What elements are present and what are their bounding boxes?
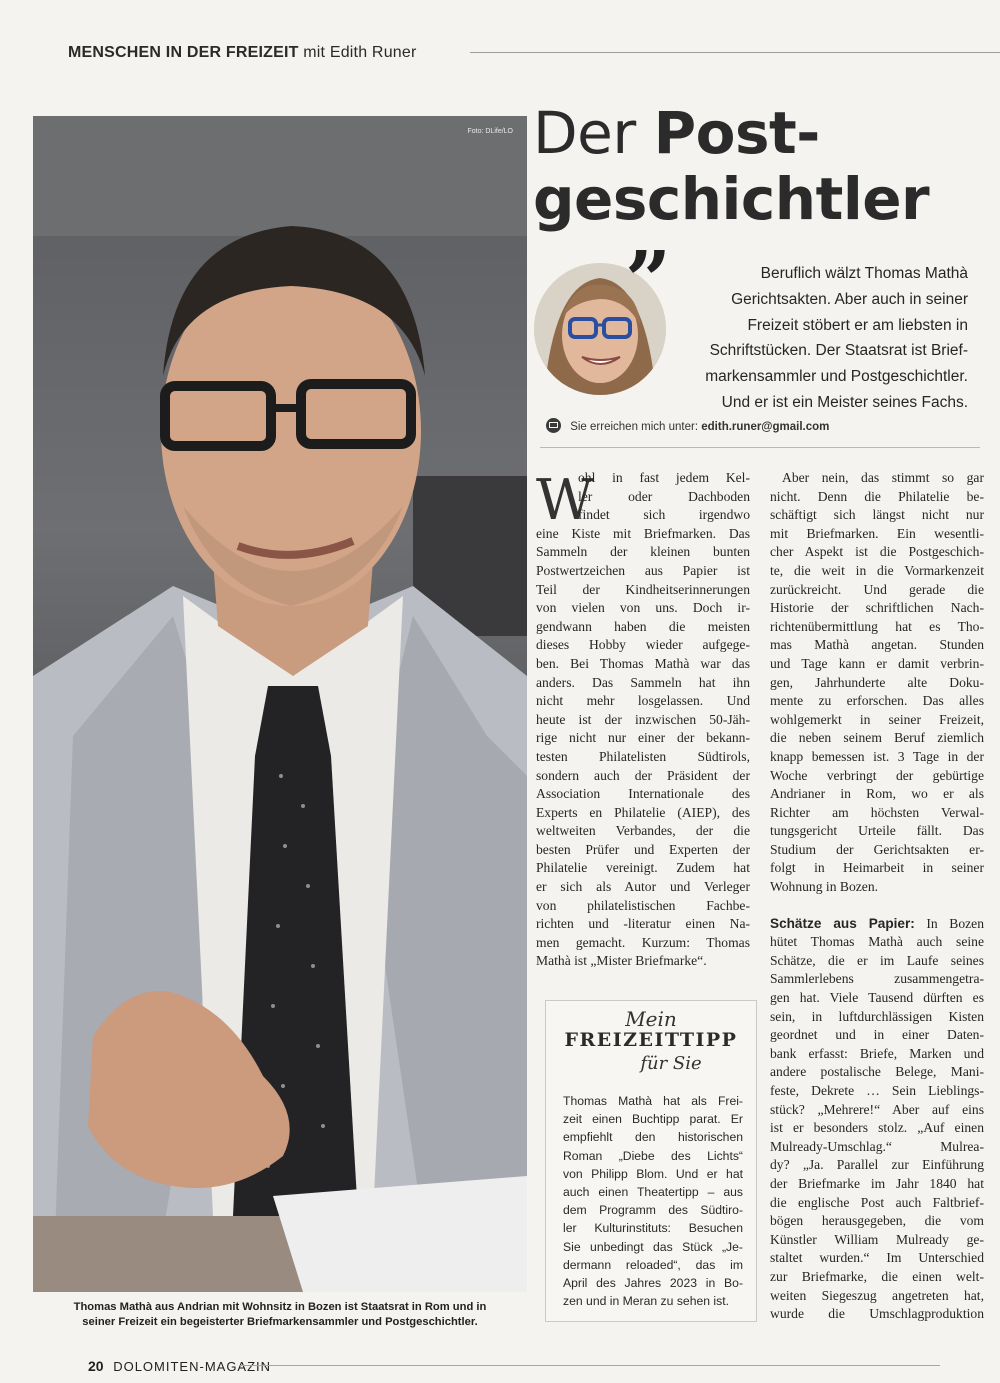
lead-line: Beruflich wälzt Thomas Mathà [760,265,968,282]
body-line: feste, Dekrete … Sein Lieblings- [770,1083,984,1098]
body-line: mit Briefmarken. Ein wesentli- [770,525,984,541]
body-line: Historie der schriftlichen Nach- [770,600,984,616]
footer-rule [240,1365,940,1366]
contact-label: Sie erreichen mich unter: [570,421,699,433]
email-icon [546,418,561,433]
tip-line: April des Jahres 2023 in Bo- [563,1276,743,1291]
title-word-post: Post- [653,99,820,167]
body-line: zur Briefmarke, die einen welt- [770,1268,984,1284]
lead-line: Schriftstücken. Der Staatsrat ist Brief- [709,342,968,360]
body-line: Wohnung in Bozen. [770,879,879,895]
body-line: ist er besonders stolz. „Auf einen [770,1120,984,1136]
body-line: stück? „Mehrere!“ Aber auf eins [770,1101,984,1117]
tip-line: zeit einen Buchtipp parat. Er [563,1112,743,1127]
body-line: Philatelie vereinigt. Zudem hat [536,860,750,876]
lead-line: Und er ist ein Meister seines Fachs. [721,393,968,411]
lead-line: Gerichtsakten. Aber auch in seiner [731,290,968,308]
body-line: schäftigt sich längst nicht nur [770,507,984,523]
body-line: ben. Bei Thomas Mathà war das [536,655,750,671]
body-line: weiten Siegeszug angetreten hat, [770,1287,984,1303]
body-line: besten Prüfer und Experten der [536,841,750,857]
body-column-1 [536,469,750,971]
body-line: Schätze, die er im Laufe seines [770,952,984,968]
body-line: nicht mehr losgelassen. Und [536,693,750,709]
subhead: Schätze aus Papier: [770,915,915,931]
body-line: Association Internationale des [536,786,750,802]
photo-illustration [33,116,527,1292]
body-line: ler oder Dachboden [578,488,750,504]
rubric-author: mit Edith Runer [303,44,417,61]
body-line: die neben seinem Beruf ziemlich [770,730,984,746]
tip-heading: FREIZEITTIPP [564,1029,738,1051]
lead-line: markensammler und Postgeschichtler. [705,368,968,386]
caption-line: seiner Freizeit ein begeisterter Briefmarkensammler und Postgeschichtler. [82,1316,478,1328]
rubric-header [68,44,417,62]
body-line: rige nicht nur einer der bekann- [536,730,750,746]
body-line: findet sich irgendwo [578,507,750,523]
page-number: 20 [88,1358,104,1374]
page-footer [88,1358,271,1374]
body-line: sein, in luftdurchlässigen Kisten [770,1008,984,1024]
contact-line [546,418,829,433]
body-line: Mulready-Umschlag.“ Mulrea- [770,1138,984,1154]
body-line: geordnet und in einer Daten- [770,1027,984,1043]
body-line: Sammeln der kleinen bunten [536,544,750,560]
body-line: von vielen von uns. Doch ir- [536,600,750,616]
header-rule [470,52,1000,53]
body-line: nicht. Denn die Philatelie be- [770,488,984,504]
body-line: von philatelistischen Fachbe- [536,897,750,913]
body-line: Sammlerlebens zusammengetra- [770,971,984,987]
body-line: wohlgemerkt in seiner Freizeit, [770,711,984,727]
body-line: Mathà ist „Mister Briefmarke“. [536,953,707,969]
drop-cap: W [536,468,594,533]
body-line: gen hat. Viele Tausend dürften es [770,990,984,1006]
quote-mark-icon: ” [625,233,672,327]
tip-line: Sie unbedingt das Stück „Je- [563,1239,743,1254]
body-line: richten und -literatur einen Na- [536,916,750,932]
body-line: Postwertzeichen aus Papier ist [536,562,750,578]
body-line: heute ist der inzwischen 50-Jäh- [536,711,750,727]
lead-line: Freizeit stöbert er am liebsten in [747,316,968,334]
tip-line: ler Kulturinstituts: Besuchen [563,1221,743,1236]
tip-mein: Mein [625,1007,677,1031]
body-line: Studium der Gerichtsakten er- [770,841,984,857]
tip-text [563,1092,743,1310]
tip-fuer-sie: für Sie [640,1053,702,1074]
paragraph-gap [770,897,984,915]
body-line: men gemacht. Kurzum: Thomas [536,934,750,950]
body-line: hütet Thomas Mathà auch seine [770,934,984,950]
body-line: die englische Post auch Faltbrief- [770,1194,984,1210]
body-line: dy? „Ja. Parallel zur Einführung [770,1157,984,1173]
body-line: und Tage kann er damit verbrin- [770,655,984,671]
tip-line: empfiehlt den historischen [563,1130,743,1145]
tip-line: auch einen Theatertipp – aus [563,1185,743,1200]
body-line: bank erfasst: Briefe, Marken und [770,1045,984,1061]
tip-line: dermann reloaded“, das im [563,1257,743,1272]
lead-divider [540,447,980,448]
body-line: wurde die Umschlagproduktion [770,1306,984,1322]
body-line: anders. Das Sammeln hat ihn [536,674,750,690]
tip-line: zen und in Meran zu sehen ist. [563,1294,729,1309]
tip-line: Thomas Mathà hat als Frei- [563,1094,743,1108]
tip-line: Roman „Diebe des Lichts“ [563,1148,743,1163]
body-line: sondern auch der Präsident der [536,767,750,783]
body-line: testen Philatelisten Südtirols, [536,748,750,764]
body-line: dieses Hobby wieder aufgege- [536,637,750,653]
photo-credit: Foto: DLife/LO [467,128,513,135]
body-line: staltet wurden.“ Im Unterschied [770,1250,984,1266]
body-line: gen, Jahrhunderte alte Doku- [770,674,984,690]
portrait-photo [33,116,527,1292]
body-line: mente zu erforschen. Das alles [770,693,984,709]
body-line: bögen herausgegeben, die vom [770,1213,984,1229]
tip-line: von Philipp Blom. Und er hat [563,1166,743,1181]
body-line: andere postalische Belege, Mani- [770,1064,984,1080]
body-line: Experts en Philatelie (AIEP), des [536,804,750,820]
title-word-der: Der [533,99,636,167]
body-line: richtenübermittlung hat es Tho- [770,618,984,634]
body-line: knapp bemessen ist. 3 Tage in der [770,748,984,764]
body-line: Aber nein, das stimmt so gar [782,470,984,485]
body-line: eine Kiste mit Briefmarken. Das [536,525,750,541]
body-line: weltweiten Verbandes, der die [536,823,750,839]
body-line: cher Aspekt ist die Postgeschich- [770,544,984,560]
contact-email[interactable]: edith.runer@gmail.com [701,421,830,433]
lead-text [636,261,968,416]
body-line: Teil der Kindheitserinnerungen [536,581,750,597]
body-line: folgt in Heimarbeit in seiner [770,860,984,876]
article-title [533,100,973,232]
body-line: Andrianer in Rom, wo er als [770,786,984,802]
body-line: mas Mathà angetan. Stunden [770,637,984,653]
body-line: der Briefmarke im Jahr 1840 hat [770,1175,984,1191]
tip-line: dem Programm des Südtiro- [563,1203,743,1218]
leisure-tip-box [545,1000,757,1322]
body-line: ohl in fast jedem Kel- [578,470,750,485]
body-line: Woche verbringt der gebürtige [770,767,984,783]
body-line: er sich als Autor und Verleger [536,879,750,895]
body-line: Künstler William Mulready ge- [770,1231,984,1247]
title-word-geschichtler: geschichtler [533,165,930,233]
body-column-2 [770,469,984,1324]
subhead-line [770,915,984,934]
magazine-name: DOLOMITEN-MAGAZIN [113,1359,272,1374]
body-line: tungsgericht Urteile fällt. Das [770,823,984,839]
body-line: Richter am höchsten Verwal- [770,804,984,820]
body-line: te, die weit in die Vormarkenzeit [770,562,984,578]
photo-caption [33,1300,527,1330]
body-line: In Bozen [914,915,984,931]
caption-line: Thomas Mathà aus Andrian mit Wohnsitz in Bozen ist Staatsrat in Rom und in [73,1301,487,1313]
body-line: gendwann haben die meisten [536,618,750,634]
body-line: zurückreicht. Und gerade die [770,581,984,597]
rubric-title: MENSCHEN IN DER FREIZEIT [68,44,299,61]
